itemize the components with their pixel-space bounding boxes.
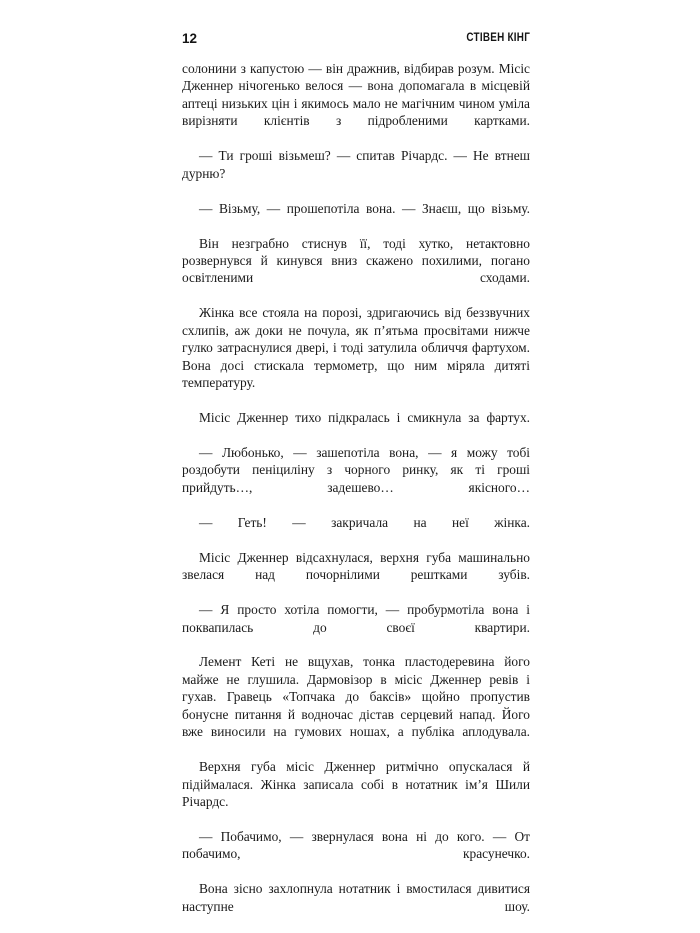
paragraph: — Любонько, — зашепотіла вона, — я можу тобі роздобути пеніциліну з чорного ринку, як ті гроші прийдуть…, задешево… якісного…: [182, 444, 530, 495]
paragraph: Місіс Дженнер відсахнулася, верхня губа машинально звелася над почорнілими рештками зубів.: [182, 549, 530, 583]
paragraph: — Побачимо, — звернулася вона ні до кого. — От побачимо, красунечко.: [182, 828, 530, 862]
page-number: 12: [182, 30, 198, 46]
running-head: [182, 28, 530, 48]
paragraph: Місіс Дженнер тихо підкралась і смикнула за фартух.: [199, 410, 530, 426]
paragraph: — Геть! — закричала на неї жінка.: [199, 514, 530, 530]
paragraph: Верхня губа місіс Дженнер ритмічно опускалася й підіймалася. Жінка записала собі в нотатник ім’я Шили Річардс.: [182, 759, 530, 810]
paragraph: Вона зіcно захлопнула нотатник і вмостилася дивитися наступне шоу.: [182, 881, 530, 914]
paragraph: — Ти гроші візьмеш? — спитав Річардс. — Не втнеш дурню?: [182, 148, 530, 181]
paragraph: — Я просто хотіла помогти, — пробурмотіла вона і поквапилась до своєї квартири.: [182, 602, 530, 635]
paragraph: — Візьму, — прошепотіла вона. — Знаєш, що візьму.: [199, 200, 530, 216]
paragraph: Він незграбно стиснув її, тоді хутко, нетактовно розвернувся й кинувся вниз скажено похилими, погано освітленими сходами.: [182, 235, 530, 286]
running-head-author: СТІВЕН КІНГ: [466, 32, 530, 44]
paragraph: Лемент Кеті не вщухав, тонка пластодеревина його майже не глушила. Дармовізор в місіс Дженнер ревів і гухав. Гравець «Топчака до баксів» щойно пропустив бонусне питання й водночас дістав серцевий напад. Його вже виносили на гумових ношах, а публіка аплодувала.: [182, 654, 530, 740]
body-text: [182, 60, 530, 933]
paragraph: Жінка все стояла на порозі, здригаючись від беззвучних схлипів, аж доки не почула, як п’ятьма просвітами нижче гулко затраснулися двері, і тоді затулила обличчя фартухом. Вона досі стискала термометр, що ним міряла дитяті температуру.: [182, 305, 530, 391]
paragraph: солонини з капустою — він дражнив, відбирав розум. Місіс Дженнер нічогенько велося — вона допомагала в місцевій аптеці низьких цін і якимось мало не магічним чином уміла вирізняти клієнтів з підробленими картками.: [182, 61, 530, 129]
